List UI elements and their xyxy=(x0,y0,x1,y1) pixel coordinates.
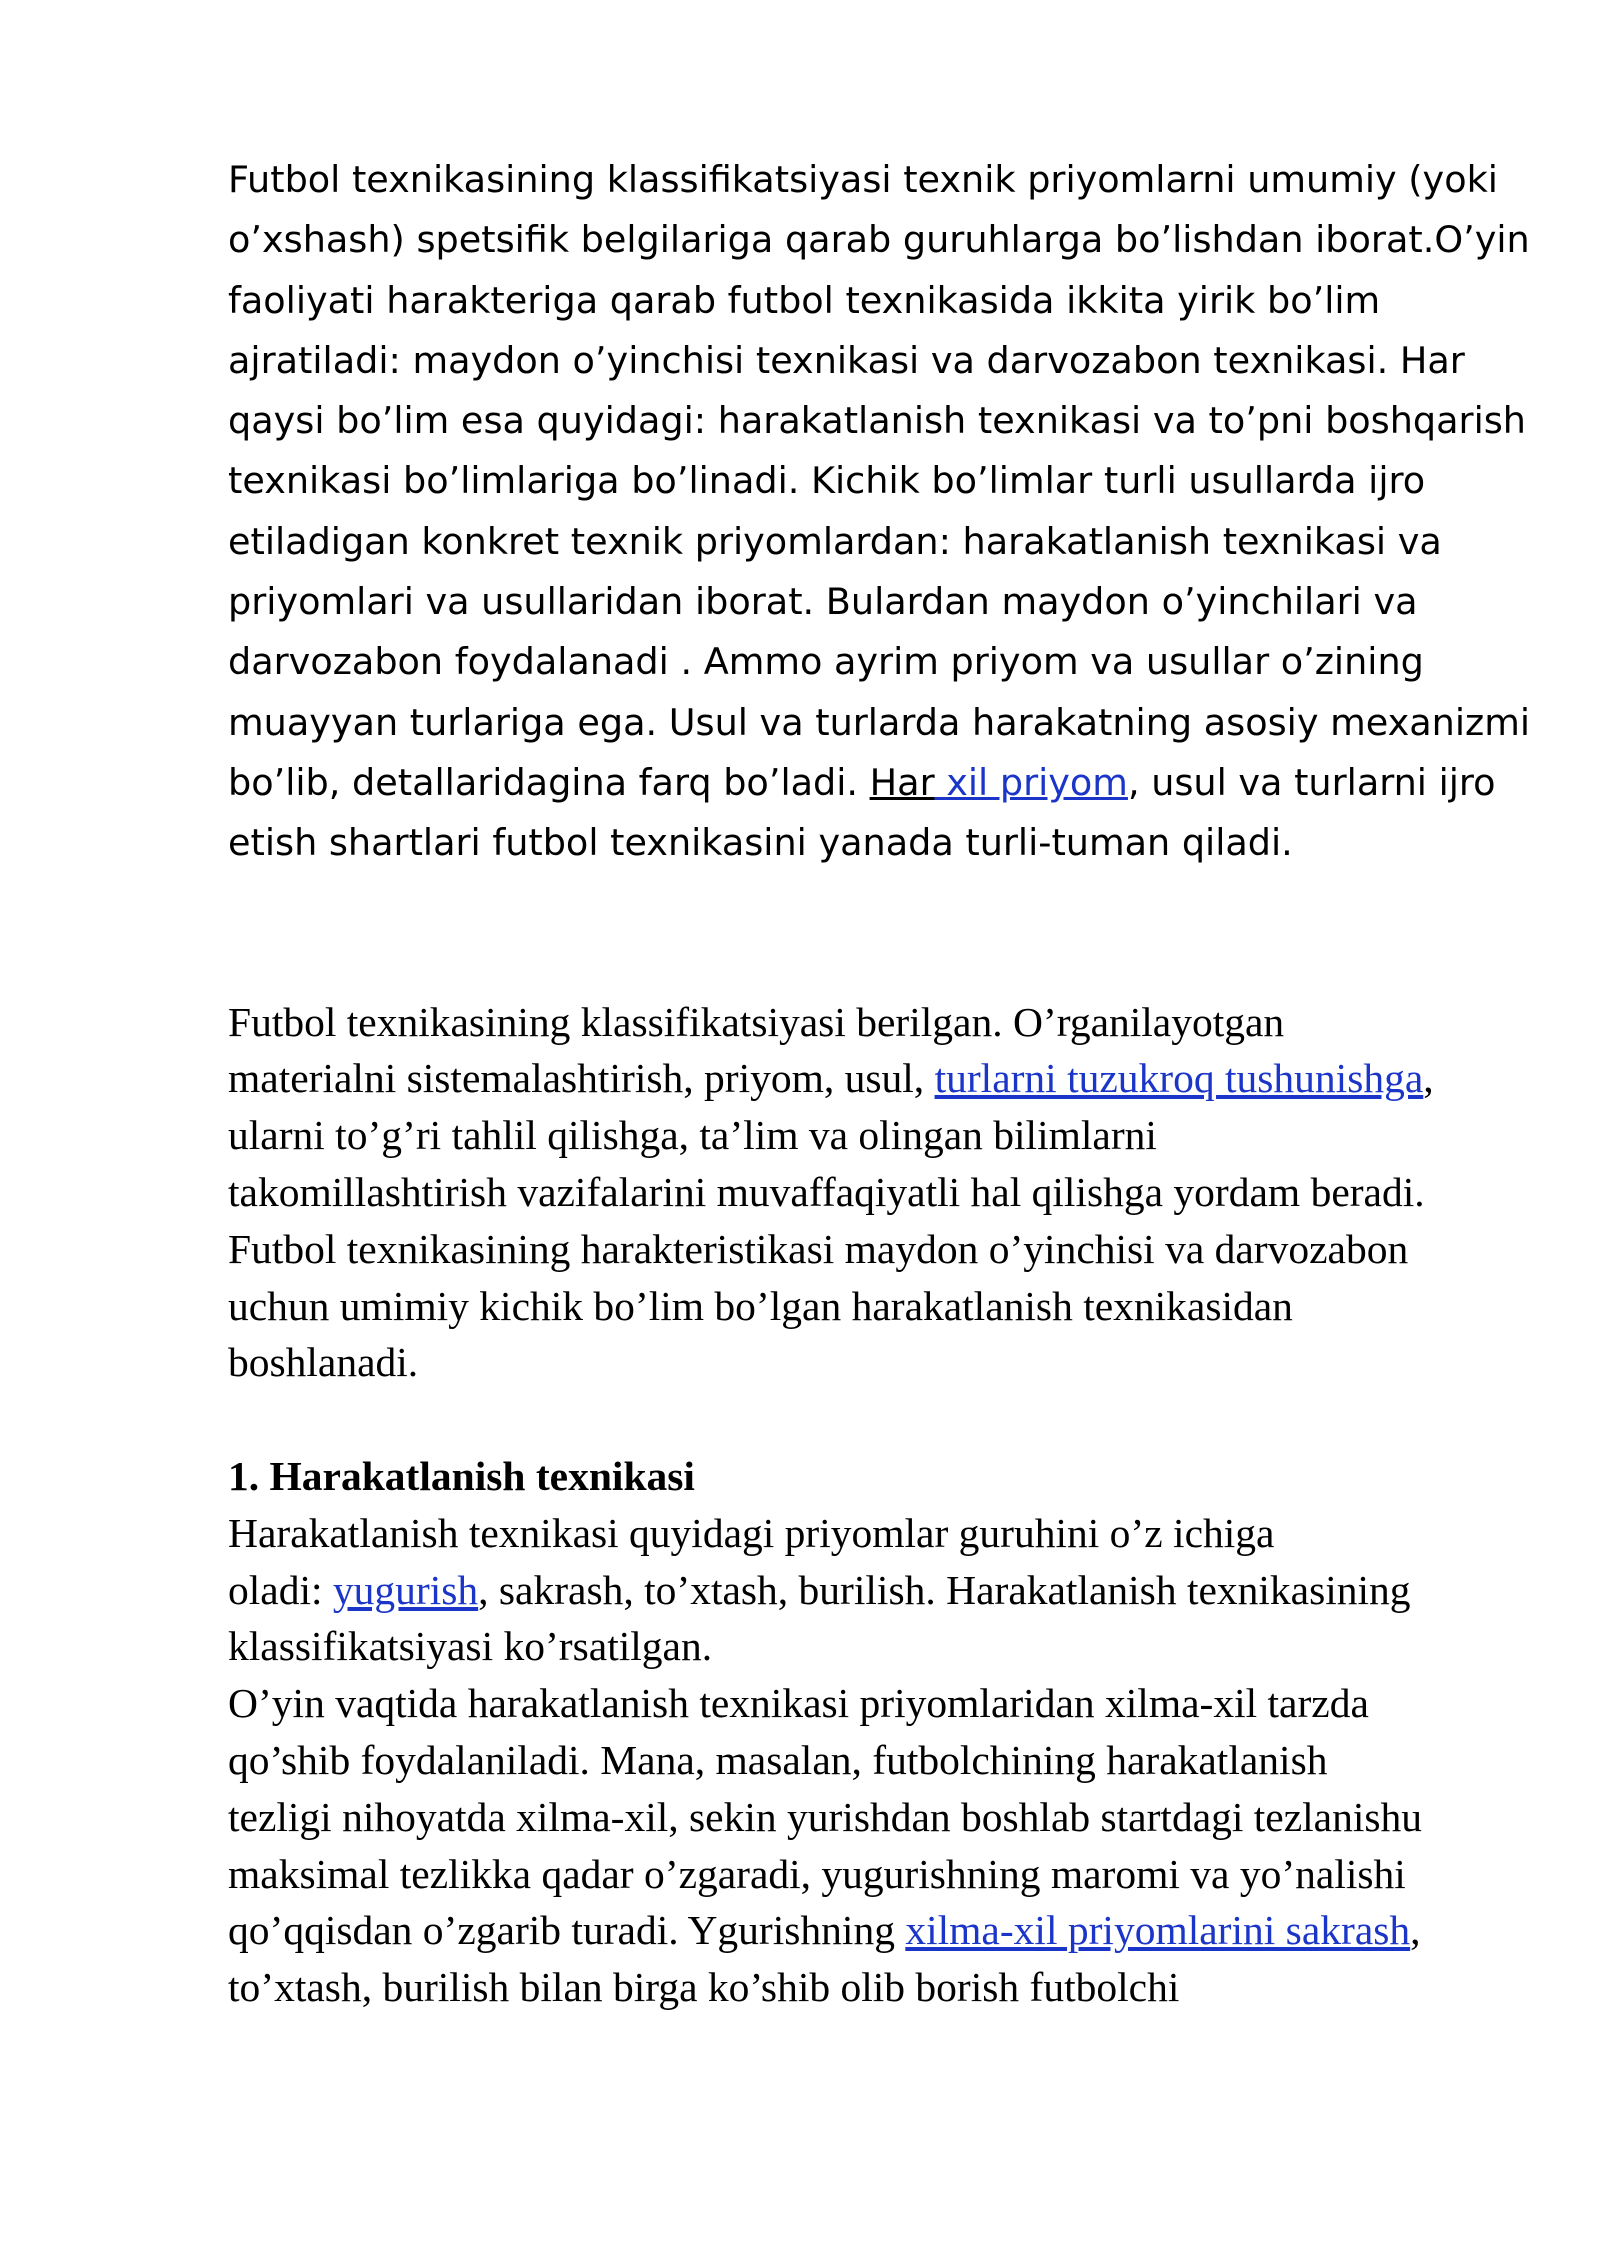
text-line: to’xtash, burilish bilan birga ko’shib olib borish futbolchi xyxy=(228,1964,1180,2011)
text-line: Futbol texnikasining klassifikatsiyasi berilgan. O’rganilayotgan xyxy=(228,998,1285,1045)
text-line: ajratiladi: maydon o’yinchisi texnikasi va darvozabon texnikasi. Har xyxy=(228,338,1465,382)
text-line: Futbol texnikasining klassifikatsiyasi texnik priyomlarni umumiy (yoki xyxy=(228,158,1498,201)
text-line: uchun umimiy kichik bo’lim bo’lgan harakatlanish texnikasidan xyxy=(228,1282,1293,1329)
text-line: Harakatlanish texnikasi quyidagi priyomlar guruhini o’z ichiga xyxy=(228,1509,1275,1556)
text-segment: qo’qqisdan o’zgarib turadi. Ygurishning xyxy=(228,1907,906,1954)
text-line: o’xshash) spetsifik belgilariga qarab guruhlarga bo’lishdan iborat.O’yin xyxy=(228,218,1530,262)
text-line: priyomlari va usullaridan iborat. Bulardan maydon o’yinchilari va xyxy=(228,580,1418,624)
text-line: Futbol texnikasining harakteristikasi maydon o’yinchisi va darvozabon xyxy=(228,1225,1409,1272)
section-paragraph xyxy=(228,1505,1488,2016)
text-line xyxy=(228,1562,1488,1619)
text-line: qo’shib foydalaniladi. Mana, masalan, futbolchining harakatlanish xyxy=(228,1736,1328,1783)
text-segment: , xyxy=(1410,1907,1421,1954)
text-line: ularni to’g’ri tahlil qilishga, ta’lim va olingan bilimlarni xyxy=(228,1112,1157,1159)
har-xil-priyom-link[interactable] xyxy=(870,761,1128,804)
text-segment: , xyxy=(1423,1055,1434,1102)
text-line xyxy=(228,1050,1488,1107)
text-line: texnikasi bo’limlariga bo’linadi. Kichik bo’limlar turli usullarda ijro xyxy=(228,459,1426,503)
text-line xyxy=(228,1902,1488,1959)
text-line: maksimal tezlikka qadar o’zgaradi, yugurishning maromi va yo’nalishi xyxy=(228,1850,1406,1897)
intro-paragraph xyxy=(228,150,1530,874)
text-segment: materialni sistemalashtirish, priyom, usul, xyxy=(228,1055,935,1102)
text-line: etish shartlari futbol texnikasini yanada turli-tuman qiladi. xyxy=(228,821,1293,865)
text-line: tezligi nihoyatda xilma-xil, sekin yurishdan boshlab startdagi tezlanishu xyxy=(228,1793,1423,1840)
text-line: boshlanadi. xyxy=(228,1339,419,1386)
text-line: faoliyati harakteriga qarab futbol texnikasida ikkita yirik bo’lim xyxy=(228,278,1381,322)
text-line: darvozabon foydalanadi . Ammo ayrim priyom va usullar o’zining xyxy=(228,640,1424,684)
text-line xyxy=(228,753,1496,813)
text-segment: , usul va turlarni ijro xyxy=(1127,760,1496,804)
turlarni-tuzukroq-link[interactable]: turlarni tuzukroq tushunishga xyxy=(934,1055,1424,1102)
text-segment: , sakrash, to’xtash, burilish. Harakatlanish texnikasining xyxy=(478,1566,1411,1613)
text-line: etiladigan konkret texnik priyomlardan: harakatlanish texnikasi va xyxy=(228,519,1442,563)
section-heading: 1. Harakatlanish texnikasi xyxy=(228,1452,695,1499)
text-line: klassifikatsiyasi ko’rsatilgan. xyxy=(228,1623,713,1670)
text-line: O’yin vaqtida harakatlanish texnikasi priyomlaridan xilma-xil tarzda xyxy=(228,1680,1369,1727)
text-segment: bo’lib, detallaridagina farq bo’ladi. xyxy=(228,760,870,804)
xilma-xil-priyomlarini-link[interactable]: xilma-xil priyomlarini sakrash xyxy=(905,1907,1411,1954)
text-line: muayyan turlariga ega. Usul va turlarda harakatning asosiy mexanizmi xyxy=(228,700,1530,744)
classification-paragraph xyxy=(228,994,1488,1392)
text-segment: oladi: xyxy=(228,1566,333,1613)
yugurish-link[interactable]: yugurish xyxy=(332,1566,479,1613)
link-text-har: Har xyxy=(869,760,935,804)
link-text-rest: xil priyom xyxy=(934,760,1128,804)
text-line: qaysi bo’lim esa quyidagi: harakatlanish texnikasi va to’pni boshqarish xyxy=(228,399,1526,443)
text-line: takomillashtirish vazifalarini muvaffaqiyatli hal qilishga yordam beradi. xyxy=(228,1168,1425,1215)
document-body xyxy=(228,150,1530,2016)
